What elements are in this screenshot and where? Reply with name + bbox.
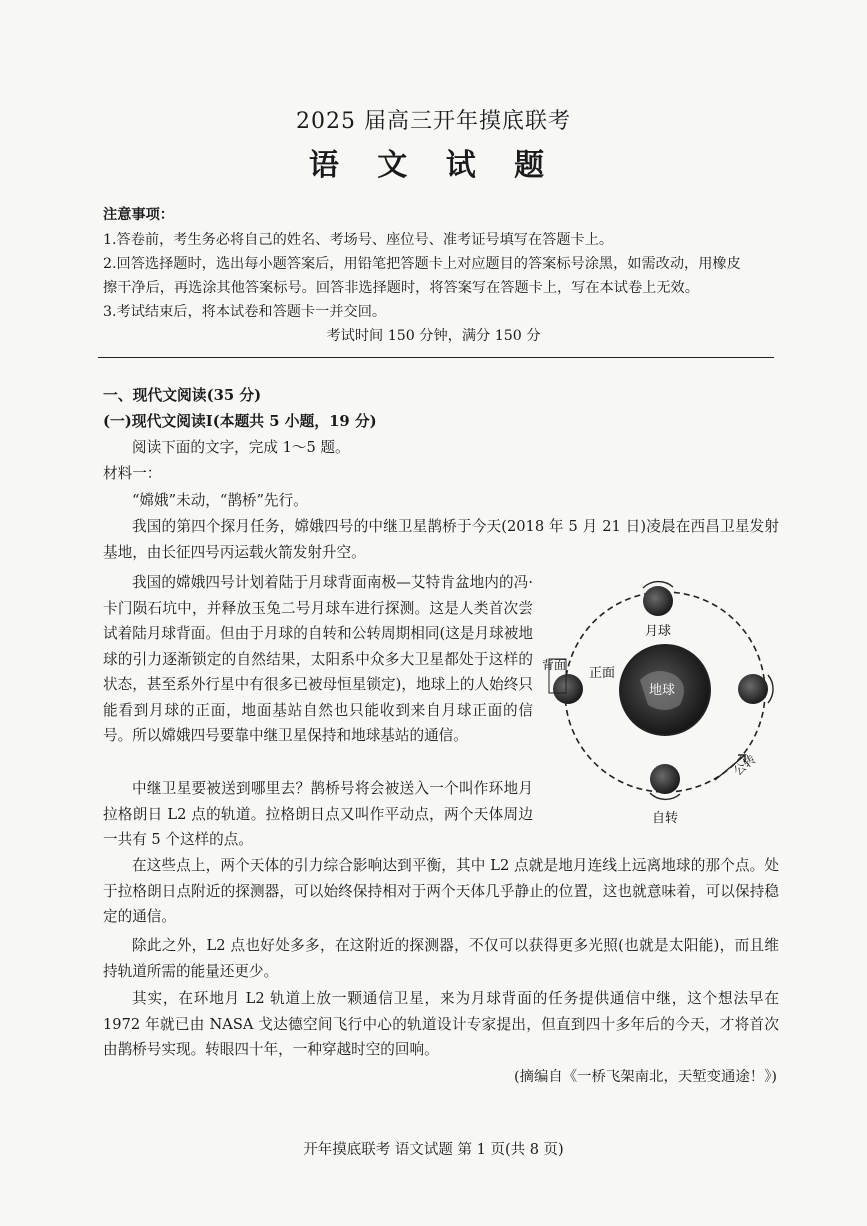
instruction: 阅读下面的文字，完成 1～5 题。 — [132, 439, 350, 456]
paragraph-6: 除此之外，L2 点也好处多多，在这附近的探测器，不仅可以获得更多光照(也就是太阳能)，而且维持轨道所需的能量还更少。 — [103, 937, 779, 980]
rotation-arrow-icon — [768, 675, 773, 703]
part-heading: 一、现代文阅读(35 分) — [103, 387, 262, 404]
header-divider — [98, 357, 774, 358]
earth-label: 地球 — [648, 683, 676, 698]
notice-item-2a: 2.回答选择题时，选出每小题答案后，用铅笔把答题卡上对应题目的答案标号涂黑，如需改动，用橡皮 — [103, 256, 741, 272]
notice-heading: 注意事项： — [103, 207, 174, 223]
moon-orbit-diagram — [540, 565, 790, 835]
rotation-label: 自转 — [651, 811, 679, 826]
notice-item-3: 3.考试结束后，将本试卷和答题卡一并交回。 — [103, 304, 387, 320]
back-side-label: 背面 — [541, 658, 567, 672]
page-footer: 开年摸底联考 语文试题 第 1 页(共 8 页) — [303, 1142, 564, 1158]
paragraph-7: 其实，在环地月 L2 轨道上放一颗通信卫星，来为月球背面的任务提供通信中继，这个想法早在 1972 年就已由 NASA 戈达德空间飞行中心的轨道设计专家提出，但直到四十多年后的今天，才将首次由鹊桥号实现。转眼四十年，一种穿越时空的回响。 — [103, 990, 779, 1058]
revolution-label: 公转 — [730, 752, 759, 779]
paragraph-3: 我国的嫦娥四号计划着陆于月球背面南极—艾特肯盆地内的冯·卡门陨石坑中，并释放玉兔二号月球车进行探测。这是人类首次尝试着陆月球背面。但由于月球的自转和公转周期相同(这是月球被地球的引力逐渐锁定的自然结果，太阳系中众多大卫星都处于这样的状态，甚至系外行星中有很多已被母恒星锁定)，地球上的人始终只能看到月球的正面，地面基站自然也只能收到来自月球正面的信号。所以嫦娥四号要靠中继卫星保持和地球基站的通信。 — [103, 574, 533, 744]
source-citation: (摘编自《一桥飞架南北，天堑变通途！》) — [513, 1069, 777, 1085]
subject-title: 语 文 试 题 — [308, 148, 559, 183]
subsection-heading: (一)现代文阅读Ⅰ(本题共 5 小题，19 分) — [103, 413, 377, 430]
moon-label: 月球 — [644, 624, 672, 639]
notice-item-1: 1.答卷前，考生务必将自己的姓名、考场号、座位号、准考证号填写在答题卡上。 — [103, 232, 614, 248]
exam-time: 考试时间 150 分钟，满分 150 分 — [326, 328, 541, 344]
paragraph-1: “嫦娥”未动，“鹊桥”先行。 — [132, 492, 308, 509]
paragraph-2: 我国的第四个探月任务，嫦娥四号的中继卫星鹊桥于今天(2018 年 5 月 21 日)凌晨在西昌卫星发射基地，由长征四号丙运载火箭发射升空。 — [103, 518, 779, 561]
moon-left-icon — [553, 674, 583, 704]
notice-item-2b: 擦干净后，再选涂其他答案标号。回答非选择题时，将答案写在答题卡上，写在本试卷上无效。 — [103, 280, 699, 296]
paragraph-5: 在这些点上，两个天体的引力综合影响达到平衡，其中 L2 点就是地月连线上远离地球的那个点。处于拉格朗日点附近的探测器，可以始终保持相对于两个天体几乎静止的位置，这也就意味着，可以保持稳定的通信。 — [103, 857, 779, 925]
moon-top-icon — [643, 586, 673, 616]
moon-bottom-icon — [650, 764, 680, 794]
paragraph-4: 中继卫星要被送到哪里去？鹊桥号将会被送入一个叫作环地月拉格朗日 L2 点的轨道。拉格朗日点又叫作平动点，两个天体周边一共有 5 个这样的点。 — [103, 780, 533, 848]
material-label: 材料一： — [103, 465, 162, 482]
moon-right-icon — [738, 674, 768, 704]
front-side-label: 正面 — [588, 666, 616, 681]
exam-title: 2025 届高三开年摸底联考 — [296, 109, 571, 134]
